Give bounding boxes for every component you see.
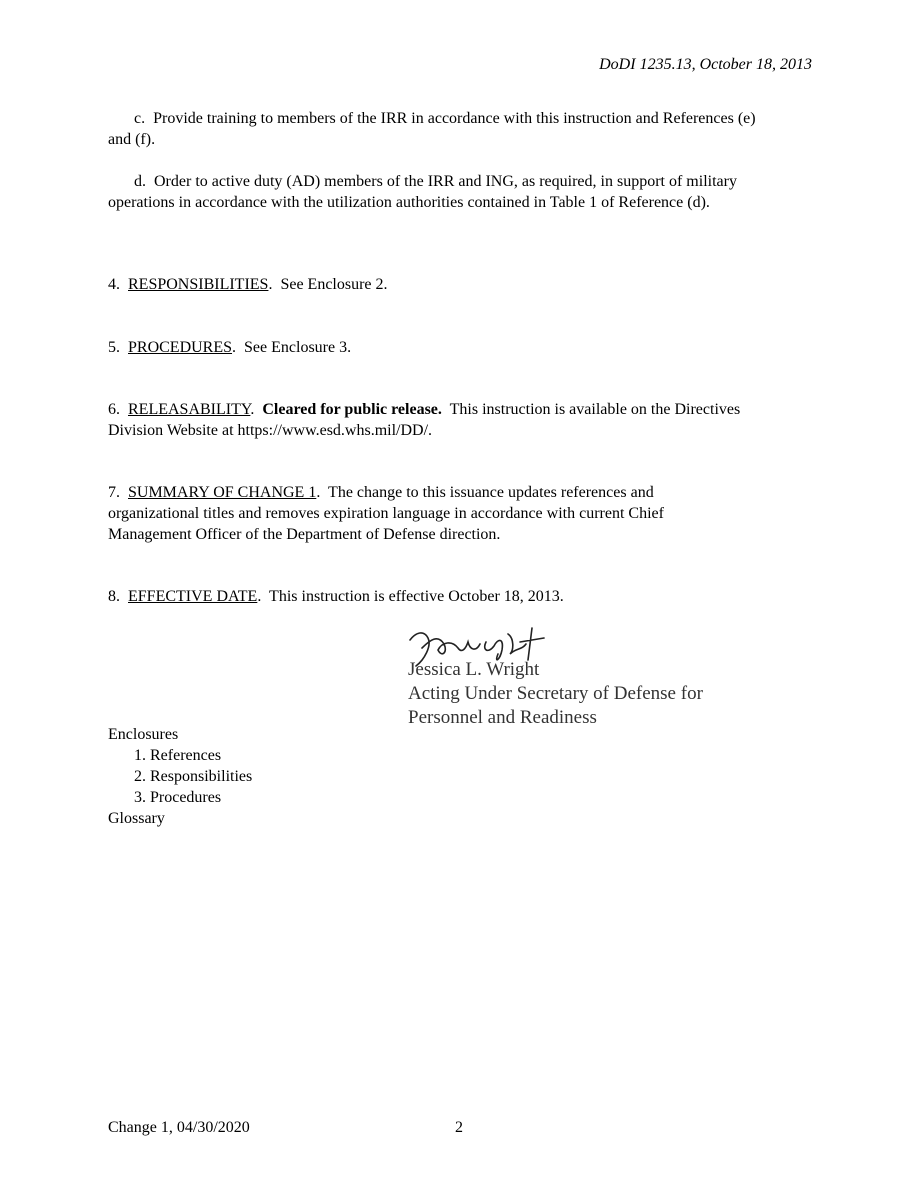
document-header: DoDI 1235.13, October 18, 2013 <box>599 56 812 73</box>
section-text: This instruction is available on the Directives Division Website at https://www.esd.whs.mil/DD/. <box>108 401 741 439</box>
section-number: 8. <box>108 588 120 605</box>
enclosures-list <box>108 724 768 829</box>
enclosure-item: 3. Procedures <box>134 789 222 806</box>
glossary-label: Glossary <box>108 810 165 827</box>
footer-change: Change 1, 04/30/2020 <box>108 1119 250 1136</box>
section-title: PROCEDURES <box>128 339 233 356</box>
section-text: See Enclosure 2. <box>280 276 388 293</box>
signature-block <box>388 620 748 732</box>
section-summary-of-change: 7. SUMMARY OF CHANGE 1. The change to this issuance updates references and organizational titles and removes expiration language in accordance with current Chief Management Officer of the Department of Defense direction. <box>108 484 664 543</box>
section-effective-date: 8. EFFECTIVE DATE. This instruction is effective October 18, 2013. <box>108 588 564 605</box>
section-title: RESPONSIBILITIES <box>128 276 269 293</box>
section-title: EFFECTIVE DATE <box>128 588 258 605</box>
enclosures-label: Enclosures <box>108 726 179 743</box>
paragraph-c-text: Provide training to members of the IRR in accordance with this instruction and References (e) and (f). <box>108 110 756 148</box>
paragraph-d <box>108 171 768 213</box>
enclosure-item: 2. Responsibilities <box>134 768 253 785</box>
section-number: 6. <box>108 401 120 418</box>
signer-title-line2: Personnel and Readiness <box>408 707 597 728</box>
signer-name: Jessica L. Wright <box>408 659 540 680</box>
section-procedures: 5. PROCEDURES. See Enclosure 3. <box>108 339 352 356</box>
section-text: The change to this issuance updates references and organizational titles and removes expiration language in accordance with current Chief Management Officer of the Department of Defense direction. <box>108 484 664 543</box>
section-bold-text: Cleared for public release. <box>262 401 442 418</box>
paragraph-d-marker: d. <box>134 173 146 190</box>
paragraph-c-marker: c. <box>134 110 146 127</box>
section-number: 7. <box>108 484 120 501</box>
enclosure-item: 1. References <box>134 747 222 764</box>
section-title: RELEASABILITY <box>128 401 251 418</box>
section-releasability: 6. RELEASABILITY. Cleared for public release. This instruction is available on the Directives Division Website at https://www.esd.whs.mil/DD/. <box>108 401 741 439</box>
footer-page-number: 2 <box>455 1119 463 1136</box>
section-text: This instruction is effective October 18, 2013. <box>269 588 564 605</box>
section-number: 5. <box>108 339 120 356</box>
section-text: See Enclosure 3. <box>244 339 352 356</box>
signer-title-line1: Acting Under Secretary of Defense for <box>408 683 703 704</box>
paragraph-c <box>108 108 768 150</box>
section-number: 4. <box>108 276 120 293</box>
paragraph-d-text: Order to active duty (AD) members of the IRR and ING, as required, in support of military operations in accordance with the utilization authorities contained in Table 1 of Reference (d). <box>108 173 737 211</box>
section-title: SUMMARY OF CHANGE 1 <box>128 484 317 501</box>
section-responsibilities: 4. RESPONSIBILITIES. See Enclosure 2. <box>108 276 388 293</box>
